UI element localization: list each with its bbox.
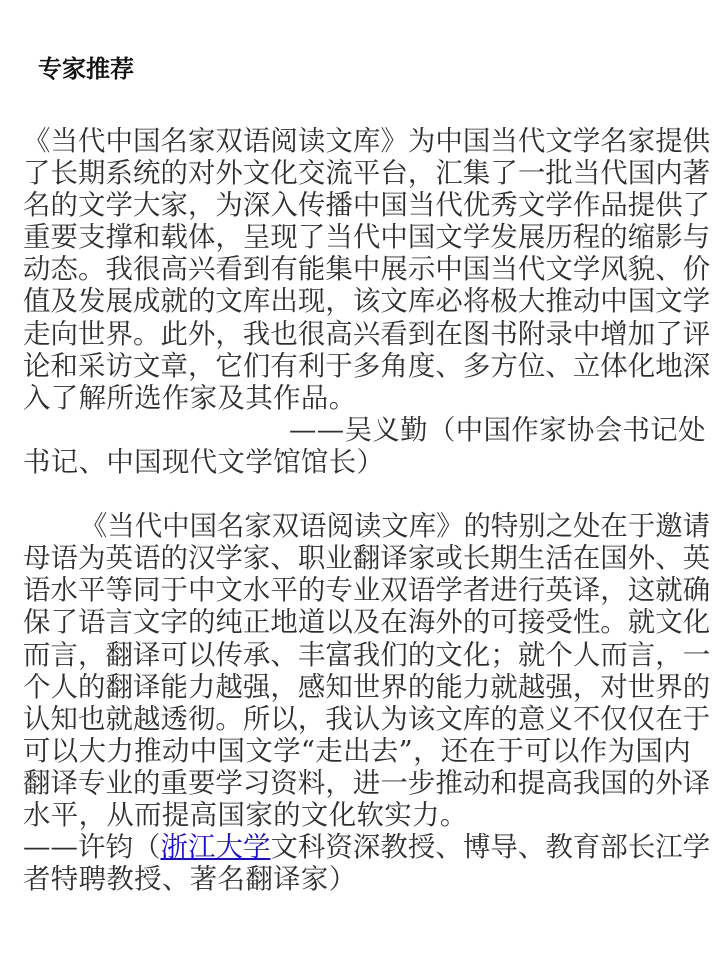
text-line: 个人的翻译能力越强，感知世界的能力就越强，对世界的 [23, 671, 711, 703]
text-line: 而言，翻译可以传承、丰富我们的文化；就个人而言，一 [23, 639, 711, 671]
attribution-line: 者特聘教授、著名翻译家） [23, 864, 357, 896]
zhejiang-university-link[interactable]: 浙江大学 [160, 832, 271, 864]
text-line: 入了解所选作家及其作品。 [23, 382, 357, 414]
attribution-prefix: ——许钧（ [23, 832, 161, 864]
document-body [23, 126, 711, 896]
attribution-1 [23, 414, 706, 479]
text-line: 水平，从而提高国家的文化软实力。 [23, 799, 468, 831]
text-line: 《当代中国名家双语阅读文库》的特别之处在于邀请 [80, 511, 710, 543]
attribution-suffix: 文科资深教授、博导、教育部长江学 [270, 832, 711, 864]
text-line: 动态。我很高兴看到有能集中展示中国当代文学风貌、价 [23, 254, 711, 286]
text-line: 走向世界。此外，我也很高兴看到在图书附录中增加了评 [23, 318, 711, 350]
page-title: 专家推荐 [38, 55, 134, 83]
text-line: 保了语言文字的纯正地道以及在海外的可接受性。就文化 [23, 607, 711, 639]
paragraph-2 [23, 511, 711, 832]
paragraph-1 [23, 126, 711, 415]
attribution-line: ——吴义勤（中国作家协会书记处 [289, 414, 706, 446]
text-line: 语水平等同于中文水平的专业双语学者进行英译，这就确 [23, 575, 711, 607]
text-line: 母语为英语的汉学家、职业翻译家或长期生活在国外、英 [23, 543, 711, 575]
text-line: 《当代中国名家双语阅读文库》为中国当代文学名家提供 [23, 126, 711, 157]
text-line: 论和采访文章，它们有利于多角度、多方位、立体化地深 [23, 350, 711, 382]
attribution-line: 书记、中国现代文学馆馆长） [23, 446, 385, 478]
text-line: 名的文学大家，为深入传播中国当代优秀文学作品提供了 [23, 190, 711, 222]
text-line: 值及发展成就的文库出现，该文库必将极大推动中国文学 [23, 286, 711, 318]
text-line: 了长期系统的对外文化交流平台，汇集了一批当代国内著 [23, 158, 711, 190]
text-line: 重要支撑和载体，呈现了当代中国文学发展历程的缩影与 [23, 222, 711, 254]
attribution-2 [23, 832, 711, 896]
paragraph-spacer [23, 479, 695, 511]
text-line: 认知也就越透彻。所以，我认为该文库的意义不仅仅在于 [23, 703, 711, 735]
text-line: 可以大力推动中国文学“走出去”，还在于可以作为国内 [23, 735, 691, 767]
attribution-line [23, 832, 711, 864]
text-line: 翻译专业的重要学习资料，进一步推动和提高我国的外译 [23, 767, 711, 799]
